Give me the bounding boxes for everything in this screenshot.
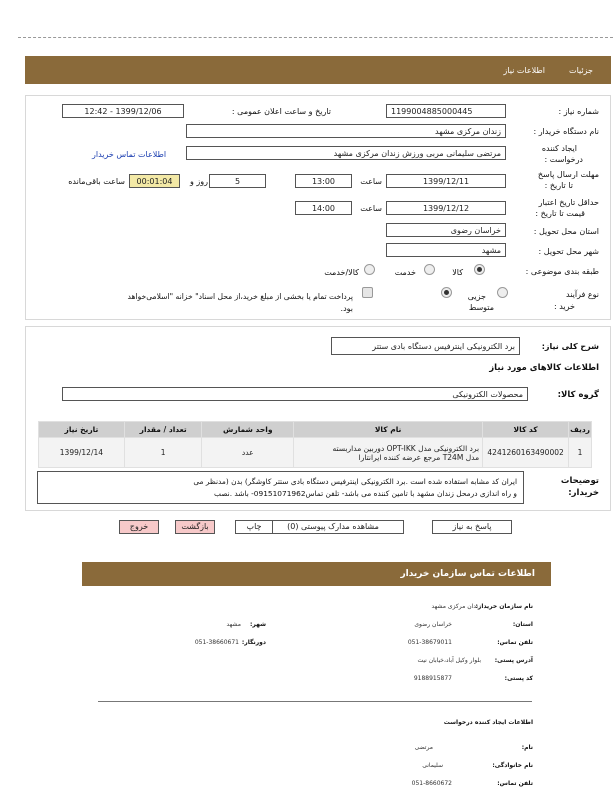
remaining-label: ساعت باقی‌مانده: [68, 177, 125, 186]
buyer-notes-box: [37, 471, 524, 504]
contact-city-label: شهر:: [250, 621, 266, 628]
contact-postal: 9188915877: [413, 675, 452, 682]
exit-button[interactable]: خروج: [119, 520, 159, 534]
contact-org-label: نام سازمان خریدار:: [475, 603, 533, 610]
buyer-notes-text-2: و راه اندازی درمحل زندان مشهد با تامین کننده می باشد- تلفن تماس09151071962- باشد .نصب: [213, 489, 517, 498]
cell-code: 4241260163490002: [483, 438, 569, 468]
category-goods-service-label: کالا/خدمت: [324, 268, 359, 277]
contact-header-bar: [82, 562, 551, 586]
validity-time-label: ساعت: [360, 204, 382, 213]
deadline-label-2: تا تاریخ :: [544, 181, 573, 190]
contact-phone-label: تلفن تماس:: [497, 639, 533, 646]
contact-postal-label: کد پستی:: [504, 675, 533, 682]
contact-divider: [98, 701, 532, 702]
days-field: 5: [209, 174, 266, 188]
contact-title: اطلاعات تماس سازمان خریدار: [400, 569, 535, 579]
creator-phone: 051-8660672: [411, 780, 452, 787]
overall-description-label: شرح کلی نیاز:: [541, 342, 599, 351]
category-label: طبقه بندی موضوعی :: [525, 267, 599, 276]
creator-name: مرتضی: [414, 744, 433, 751]
buyer-notes-text-1: ایران کد مشابه استفاده شده است .برد الکترونیکی اینترفیس دستگاه بادی ستتر کاوشگر) بدن (مدنظر می: [193, 477, 517, 486]
treasury-payment-checkbox[interactable]: [362, 287, 373, 298]
remaining-time-field: 00:01:04: [129, 174, 180, 188]
contact-province: خراسان رضوی: [414, 621, 452, 628]
validity-label-2: قیمت تا تاریخ :: [535, 209, 585, 218]
table-row: [39, 438, 592, 468]
creator-field: مرتضی سلیمانی مربی ورزش زندان مرکزی مشهد: [186, 146, 506, 160]
tab-need-info[interactable]: اطلاعات نیاز: [503, 66, 545, 75]
tab-details[interactable]: جزئیات: [569, 66, 593, 75]
reply-button[interactable]: پاسخ به نیاز: [432, 520, 512, 534]
goods-info-title: اطلاعات کالاهای مورد نیاز: [489, 363, 599, 373]
contact-phone: 051-38679011: [407, 639, 452, 646]
cell-name-line-1: برد الکترونیکی مدل OPT-IKK دوربین مداربسته: [332, 443, 480, 453]
goods-group-field: محصولات الکترونیکی: [62, 387, 528, 401]
contact-org: زندان مرکزی مشهد: [431, 603, 481, 610]
validity-date-field: 1399/12/12: [386, 201, 506, 215]
process-medium-label: متوسط: [468, 303, 494, 312]
col-unit: واحد شمارش: [202, 422, 294, 438]
deadline-date-field: 1399/12/11: [386, 174, 506, 188]
creator-name-label: نام:: [521, 744, 533, 751]
creator-family: سلیمانی: [422, 762, 443, 769]
deadline-time-field: 13:00: [295, 174, 352, 188]
validity-label-1: حداقل تاریخ اعتبار: [538, 198, 599, 207]
back-button[interactable]: بازگشت: [175, 520, 215, 534]
category-service-radio[interactable]: [424, 264, 435, 275]
contact-fax-label: دورنگار:: [241, 639, 266, 646]
process-small-radio[interactable]: [497, 287, 508, 298]
days-label: روز و: [190, 177, 208, 186]
cell-unit: عدد: [202, 438, 294, 468]
cell-name: [294, 438, 483, 468]
col-name: نام کالا: [294, 422, 483, 438]
announce-field: 1399/12/06 - 12:42: [62, 104, 184, 118]
buyer-org-label: نام دستگاه خریدار :: [533, 127, 599, 136]
top-dashed-divider: [18, 37, 613, 38]
process-medium-radio[interactable]: [441, 287, 452, 298]
process-label-2: خرید :: [553, 302, 575, 311]
goods-group-label: گروه کالا:: [557, 390, 599, 400]
details-header-bar: [25, 56, 611, 84]
category-goods-service-radio[interactable]: [364, 264, 375, 275]
creator-label-2: درخواست :: [544, 155, 583, 164]
category-goods-radio[interactable]: [474, 264, 485, 275]
cell-row: 1: [569, 438, 592, 468]
process-small-label: جزیی: [467, 292, 486, 301]
col-row: ردیف: [569, 422, 592, 438]
province-field: خراسان رضوی: [386, 223, 506, 237]
process-label-1: نوع فرآیند: [566, 290, 599, 299]
validity-time-field: 14:00: [295, 201, 352, 215]
print-button[interactable]: چاپ: [235, 520, 273, 534]
buyer-contact-link[interactable]: اطلاعات تماس خریدار: [92, 150, 167, 159]
overall-description-field: برد الکترونیکی اینترفیس دستگاه بادی ستتر: [331, 337, 520, 355]
buyer-notes-label-2: خریدار:: [568, 488, 599, 498]
attachments-button[interactable]: مشاهده مدارک پیوستی (0): [262, 520, 404, 534]
col-date: تاریخ نیاز: [39, 422, 125, 438]
col-code: کد کالا: [483, 422, 569, 438]
table-header-row: [39, 422, 592, 438]
goods-table: [38, 421, 592, 468]
province-label: استان محل تحویل :: [533, 227, 599, 236]
need-number-label: شماره نیاز :: [558, 107, 599, 116]
contact-address: بلوار وکیل آباد،خیابان نیت: [417, 657, 481, 664]
contact-address-label: آدرس پستی:: [494, 657, 533, 664]
buyer-org-field: زندان مرکزی مشهد: [186, 124, 506, 138]
creator-family-label: نام خانوادگی:: [492, 762, 533, 769]
category-service-label: خدمت: [394, 268, 416, 277]
city-label: شهر محل تحویل :: [538, 247, 599, 256]
need-number-field: 1199004885000445: [386, 104, 506, 118]
contact-province-label: استان:: [512, 621, 533, 628]
creator-label-1: ایجاد کننده: [541, 144, 577, 153]
category-goods-label: کالا: [452, 268, 463, 277]
creator-info-title: اطلاعات ایجاد کننده درخواست: [443, 719, 533, 726]
cell-date: 1399/12/14: [39, 438, 125, 468]
announce-label: تاریخ و ساعت اعلان عمومی :: [231, 107, 331, 116]
contact-city: مشهد: [226, 621, 241, 628]
deadline-label-1: مهلت ارسال پاسخ: [537, 170, 599, 179]
payment-note-2: بود.: [340, 304, 353, 313]
creator-phone-label: تلفن تماس:: [497, 780, 533, 787]
city-field: مشهد: [386, 243, 506, 257]
contact-fax: 051-38660671: [194, 639, 239, 646]
deadline-time-label: ساعت: [360, 177, 382, 186]
payment-note-1: پرداخت تمام یا بخشی از مبلغ خرید،از محل اسناد" خزانه "اسلامی‌خواهد: [127, 292, 353, 301]
cell-qty: 1: [124, 438, 202, 468]
cell-name-line-2: مدل T24M مرجع عرضه کننده ایرانتارا: [358, 452, 480, 462]
buyer-notes-label-1: توضیحات: [560, 476, 599, 486]
col-qty: تعداد / مقدار: [124, 422, 202, 438]
